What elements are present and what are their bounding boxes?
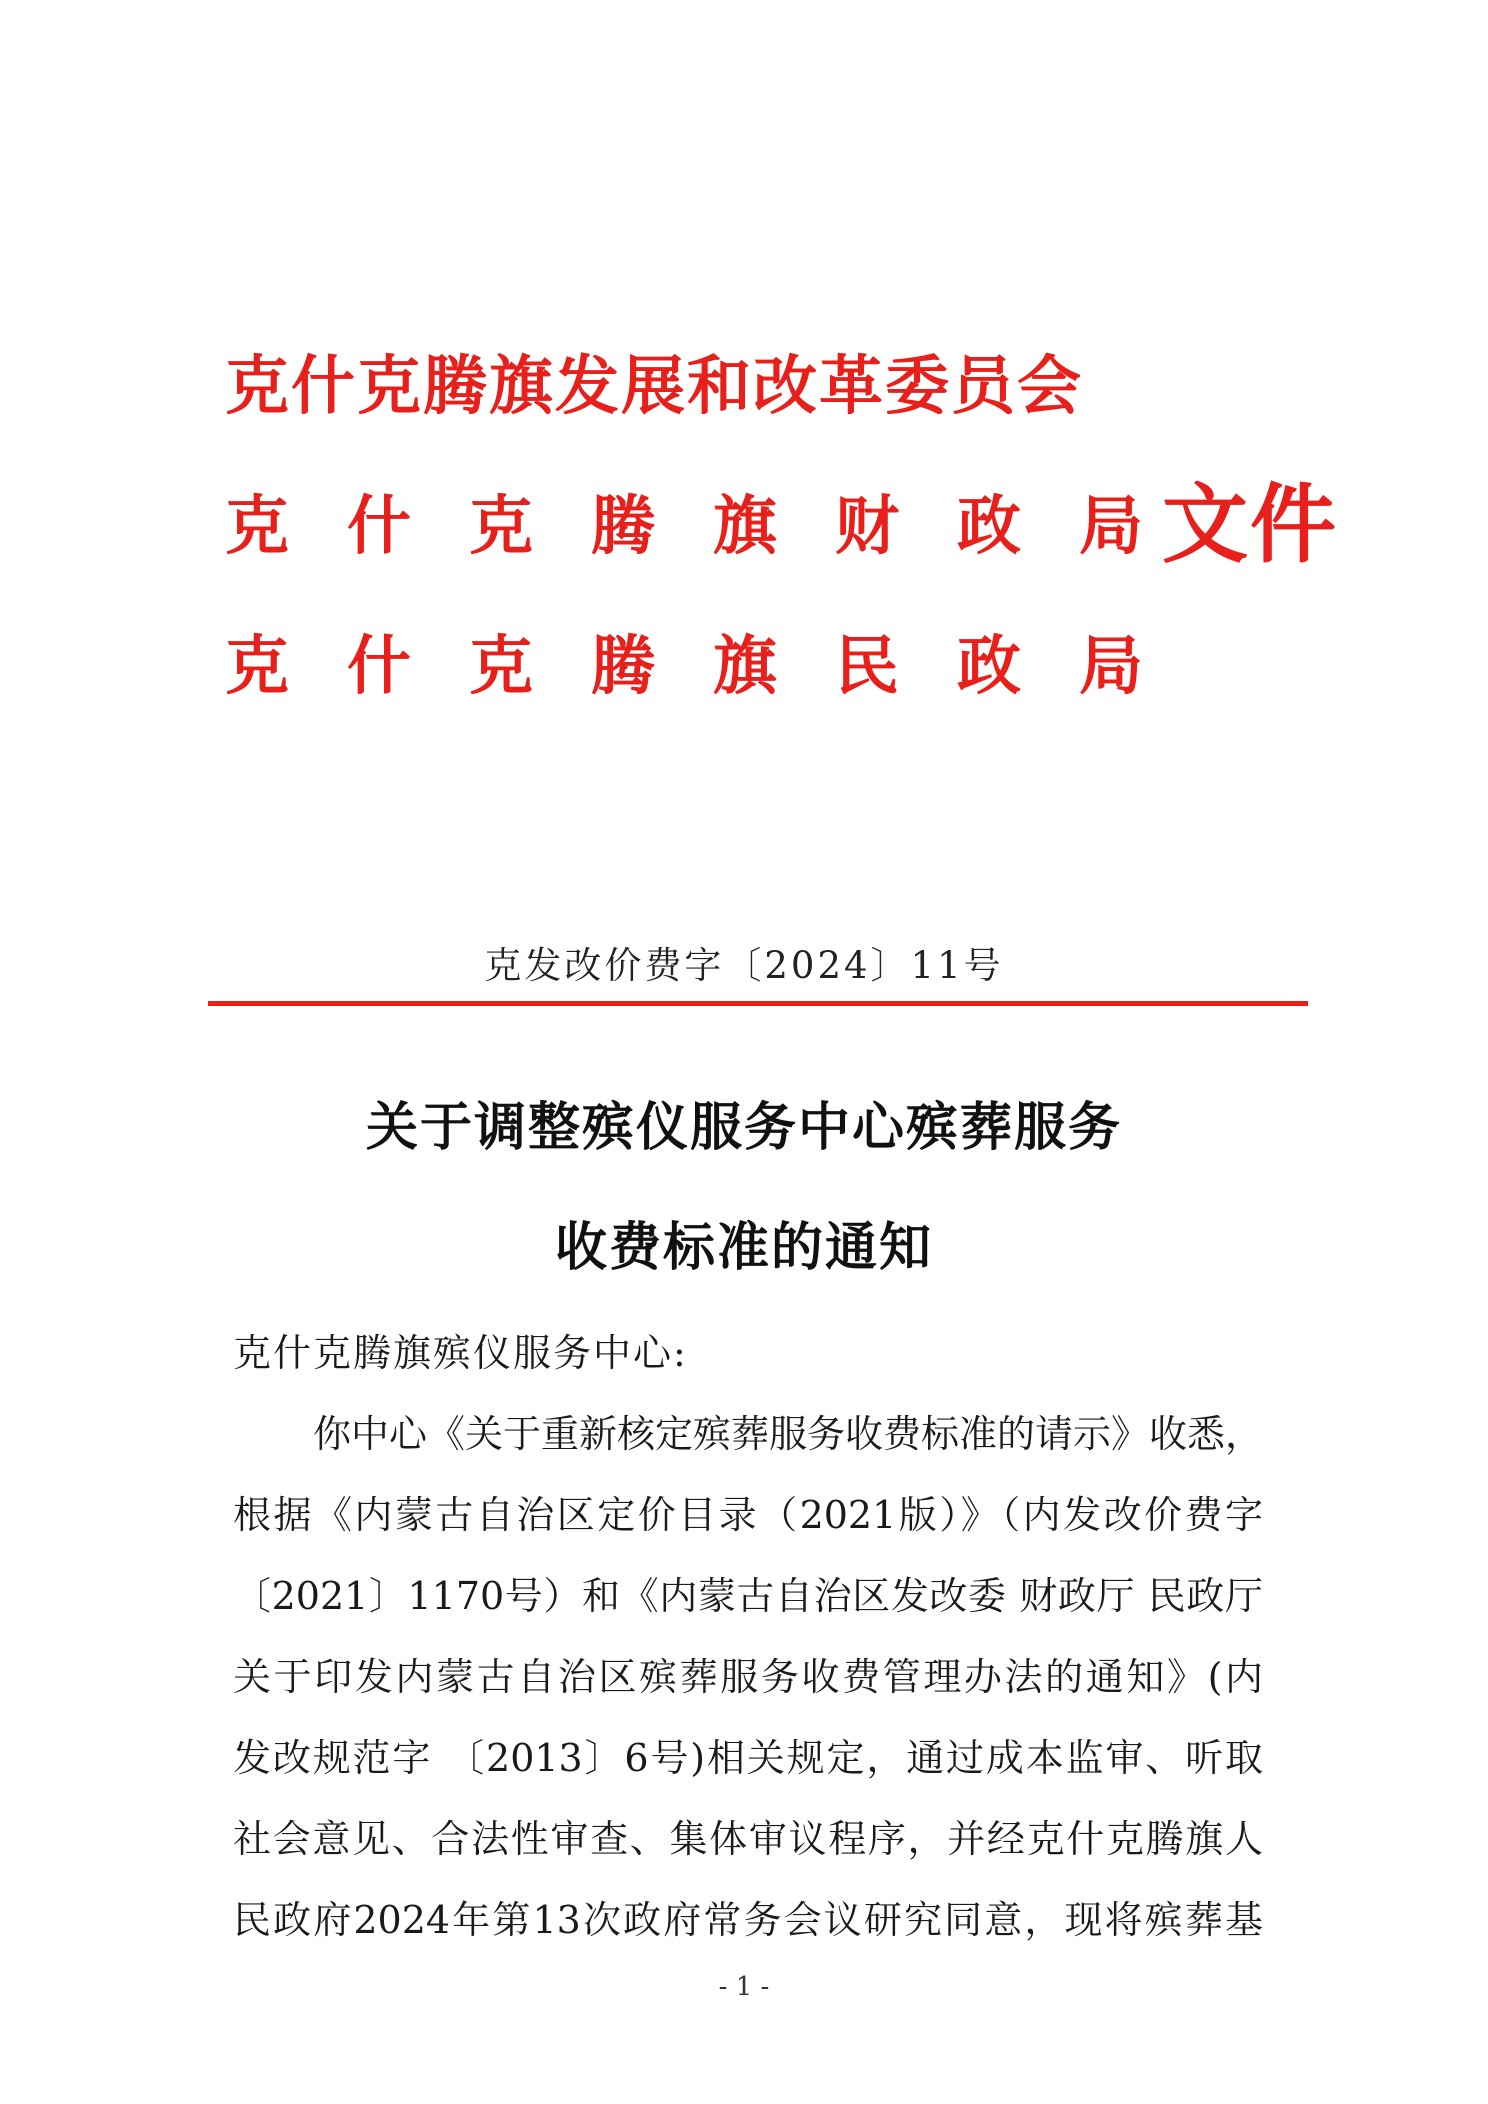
issuer-line-1: 克什克腾旗发展和改革委员会 bbox=[225, 350, 1083, 424]
body-line-7: 民政府2024年第13次政府常务会议研究同意，现将殡葬基 bbox=[233, 1898, 1263, 1942]
document-title-line-2: 收费标准的通知 bbox=[554, 1217, 933, 1278]
body-line-5: 发改规范字 〔2013〕6号)相关规定，通过成本监审、听取 bbox=[233, 1736, 1263, 1780]
red-separator-line bbox=[208, 1001, 1308, 1006]
file-word: 文件 bbox=[1162, 475, 1338, 575]
issuer-line-2: 克什克腾旗财政局 bbox=[225, 490, 1201, 564]
body-line-4: 关于印发内蒙古自治区殡葬服务收费管理办法的通知》(内 bbox=[233, 1655, 1263, 1699]
salutation: 克什克腾旗殡仪服务中心: bbox=[233, 1331, 688, 1375]
body-line-6: 社会意见、合法性审查、集体审议程序，并经克什克腾旗人 bbox=[233, 1817, 1263, 1861]
body-line-3: 〔2021〕1170号）和《内蒙古自治区发改委 财政厅 民政厅 bbox=[233, 1574, 1263, 1618]
document-title-line-1: 关于调整殡仪服务中心殡葬服务 bbox=[365, 1097, 1122, 1158]
issuer-line-3: 克什克腾旗民政局 bbox=[225, 630, 1201, 704]
body-line-1: 你中心《关于重新核定殡葬服务收费标准的请示》收悉， bbox=[313, 1412, 1264, 1456]
page-number: - 1 - bbox=[718, 1972, 770, 2002]
document-number: 克发改价费字〔2024〕11号 bbox=[484, 944, 1004, 987]
body-line-2: 根据《内蒙古自治区定价目录（2021版）》（内发改价费字 bbox=[233, 1493, 1263, 1537]
